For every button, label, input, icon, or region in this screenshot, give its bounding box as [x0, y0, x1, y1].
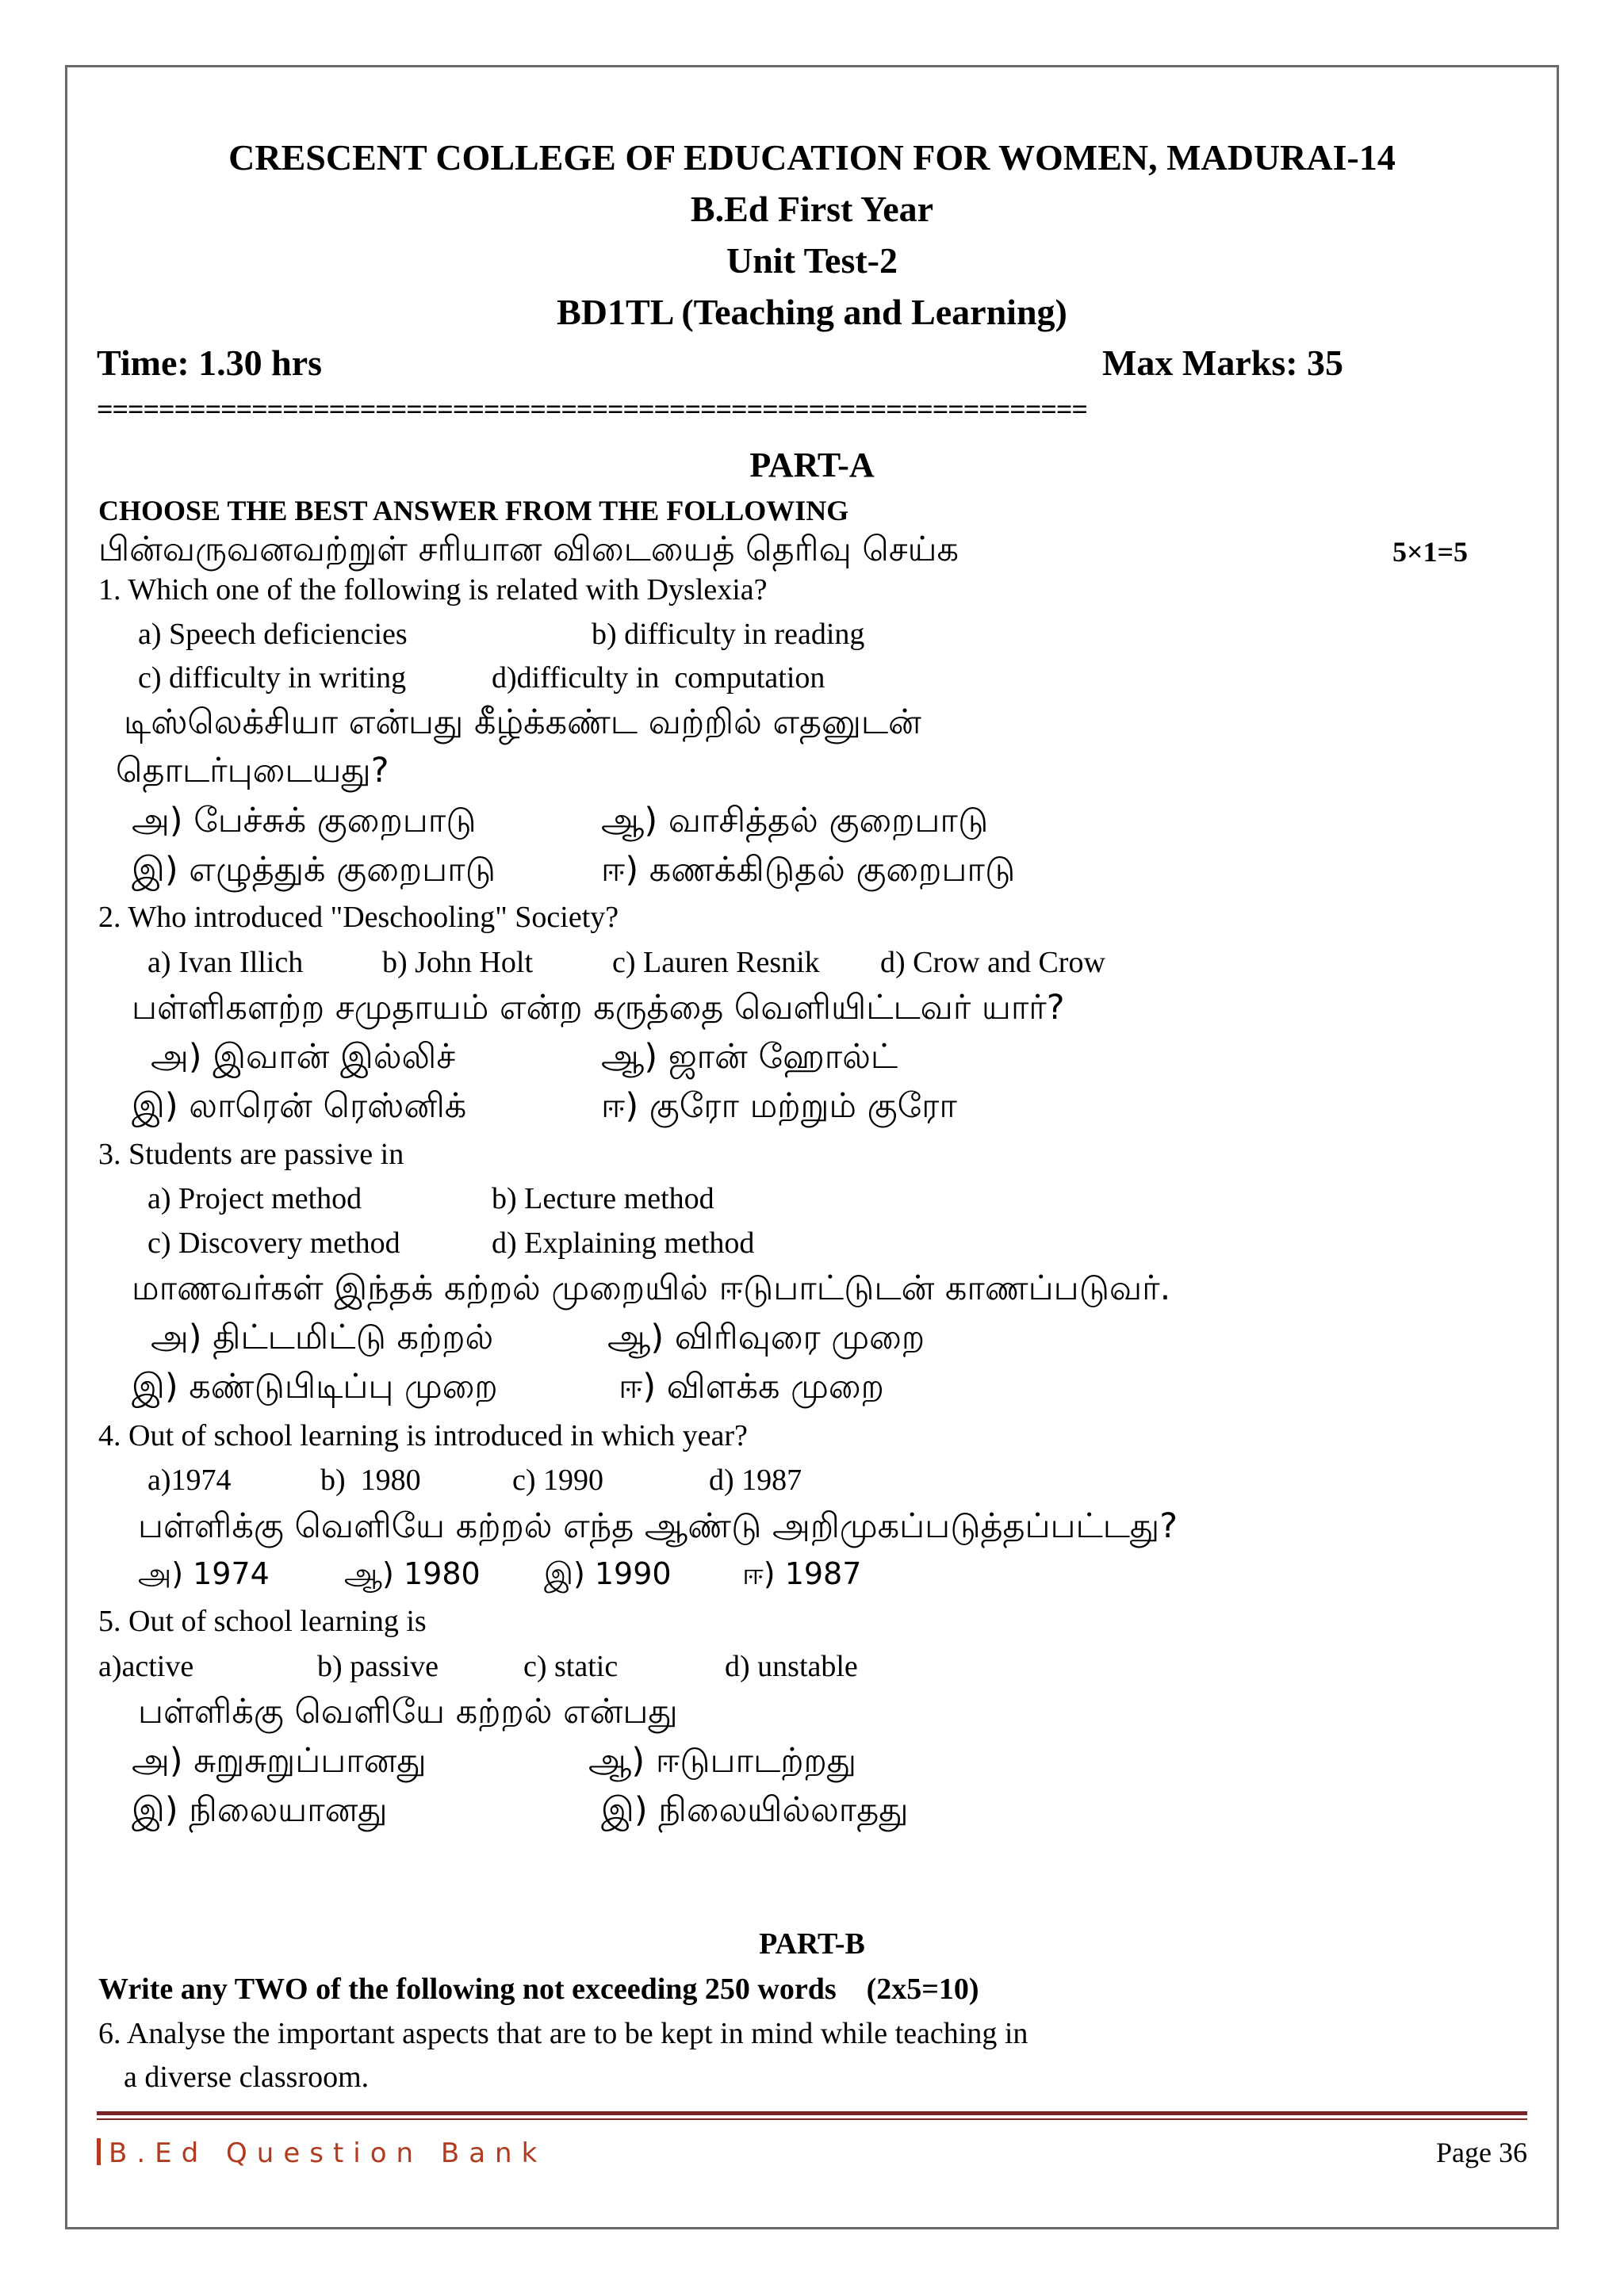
q2-ta-option-c: இ) லாரென் ரெஸ்னிக் — [132, 1086, 467, 1126]
q3-ta-option-a: அ) திட்டமிட்டு கற்றல் — [151, 1318, 494, 1357]
q4-ta-option-c: இ) 1990 — [544, 1556, 672, 1591]
course-year: B.Ed First Year — [690, 189, 934, 229]
q1-ta-option-d: ஈ) கணக்கிடுதல் குறைபாடு — [601, 850, 1016, 890]
q3-text: 3. Students are passive in — [98, 1138, 404, 1171]
q4-ta-option-a: அ) 1974 — [138, 1556, 270, 1591]
part-b-instruction: Write any TWO of the following not exceeding 250 words (2x5=10) — [98, 1973, 979, 2006]
q3-option-a: a) Project method — [147, 1182, 362, 1215]
footer-rule-thin — [97, 2118, 1527, 2120]
part-a-marks: 5×1=5 — [1392, 536, 1469, 568]
q5-option-a: a)active — [98, 1650, 194, 1683]
course-title: BD1TL (Teaching and Learning) — [557, 292, 1067, 332]
part-a-title: PART-A — [749, 446, 875, 484]
footer-bar-icon — [97, 2138, 101, 2165]
q4-ta-line1: பள்ளிக்கு வெளியே கற்றல் எந்த ஆண்டு அறிமுகப்படுத்தப்பட்டது? — [138, 1506, 1178, 1546]
q4-option-c: c) 1990 — [512, 1464, 604, 1497]
footer-rule-thick — [97, 2111, 1527, 2115]
q3-ta-line1: மாணவர்கள் இந்தக் கற்றல் முறையில் ஈடுபாட்டுடன் காணப்படுவர். — [132, 1269, 1171, 1308]
q4-option-a: a)1974 — [147, 1464, 232, 1497]
q5-ta-option-d: இ) நிலையில்லாதது — [601, 1790, 909, 1830]
q4-option-b: b) 1980 — [320, 1464, 421, 1497]
q2-option-c: c) Lauren Resnik — [612, 946, 820, 979]
q4-text: 4. Out of school learning is introduced in which year? — [98, 1419, 748, 1452]
q5-ta-option-a: அ) சுறுசுறுப்பானது — [132, 1741, 427, 1781]
q2-option-a: a) Ivan Illich — [147, 946, 304, 979]
college-name: CRESCENT COLLEGE OF EDUCATION FOR WOMEN, MADURAI-14 — [228, 137, 1396, 178]
q1-ta-option-c: இ) எழுத்துக் குறைபாடு — [132, 850, 496, 890]
q5-ta-option-c: இ) நிலையானது — [132, 1790, 388, 1830]
time-label: Time: 1.30 hrs — [97, 342, 323, 383]
q4-ta-option-d: ஈ) 1987 — [742, 1556, 862, 1591]
q2-ta-option-d: ஈ) குரோ மற்றும் குரோ — [601, 1086, 957, 1126]
q2-text: 2. Who introduced "Deschooling" Society? — [98, 901, 619, 934]
q2-ta-option-a: அ) இவான் இல்லிச் — [151, 1037, 456, 1077]
q2-ta-line1: பள்ளிகளற்ற சமுதாயம் என்ற கருத்தை வெளியிட்டவர் யார்? — [132, 988, 1065, 1027]
q5-option-b: b) passive — [317, 1650, 439, 1683]
q5-option-c: c) static — [523, 1650, 619, 1683]
q5-option-d: d) unstable — [725, 1650, 858, 1683]
q1-ta-line1: டிஸ்லெக்சியா என்பது கீழ்க்கண்ட வற்றில் எதனுடன் — [124, 702, 921, 742]
footer-title — [97, 2138, 546, 2167]
q4-option-d: d) 1987 — [709, 1464, 802, 1497]
part-a-instruction-en: CHOOSE THE BEST ANSWER FROM THE FOLLOWING — [98, 495, 849, 526]
q5-ta-line1: பள்ளிக்கு வெளியே கற்றல் என்பது — [138, 1692, 678, 1732]
q3-ta-option-d: ஈ) விளக்க முறை — [619, 1367, 884, 1406]
q1-option-a: a) Speech deficiencies — [138, 618, 408, 651]
q6-line2: a diverse classroom. — [124, 2061, 370, 2094]
q1-ta-option-a: அ) பேச்சுக் குறைபாடு — [132, 801, 477, 840]
q1-ta-line2: தொடர்புடையது? — [116, 751, 389, 790]
q2-option-b: b) John Holt — [382, 946, 533, 979]
page-number: Page 36 — [1436, 2137, 1527, 2168]
q1-text: 1. Which one of the following is related with Dyslexia? — [98, 573, 768, 607]
q2-ta-option-b: ஆ) ஜான் ஹோல்ட் — [601, 1037, 898, 1077]
q3-option-c: c) Discovery method — [147, 1226, 400, 1260]
q1-option-b: b) difficulty in reading — [592, 618, 865, 651]
q3-option-d: d) Explaining method — [492, 1226, 755, 1260]
test-title: Unit Test-2 — [726, 240, 898, 281]
separator-rule: ================================================================ — [97, 393, 1087, 425]
q3-ta-option-b: ஆ) விரிவுரை முறை — [607, 1318, 925, 1357]
q1-ta-option-b: ஆ) வாசித்தல் குறைபாடு — [601, 801, 989, 840]
part-b-title: PART-B — [759, 1927, 865, 1961]
q3-option-b: b) Lecture method — [492, 1182, 714, 1215]
max-marks-label: Max Marks: 35 — [1102, 342, 1344, 383]
part-a-instruction-ta: பின்வருவனவற்றுள் சரியான விடையைத் தெரிவு செய்க — [98, 530, 959, 569]
q5-ta-option-b: ஆ) ஈடுபாடற்றது — [588, 1741, 857, 1781]
q3-ta-option-c: இ) கண்டுபிடிப்பு முறை — [132, 1367, 498, 1406]
q1-option-c: c) difficulty in writing — [138, 661, 407, 695]
q5-text: 5. Out of school learning is — [98, 1605, 427, 1638]
q2-option-d: d) Crow and Crow — [880, 946, 1105, 979]
q6-line1: 6. Analyse the important aspects that are to be kept in mind while teaching in — [98, 2017, 1028, 2050]
q1-option-d: d)difficulty in computation — [492, 661, 825, 695]
footer-title-text: B.Ed Question Bank — [109, 2137, 547, 2169]
q4-ta-option-b: ஆ) 1980 — [344, 1556, 481, 1591]
